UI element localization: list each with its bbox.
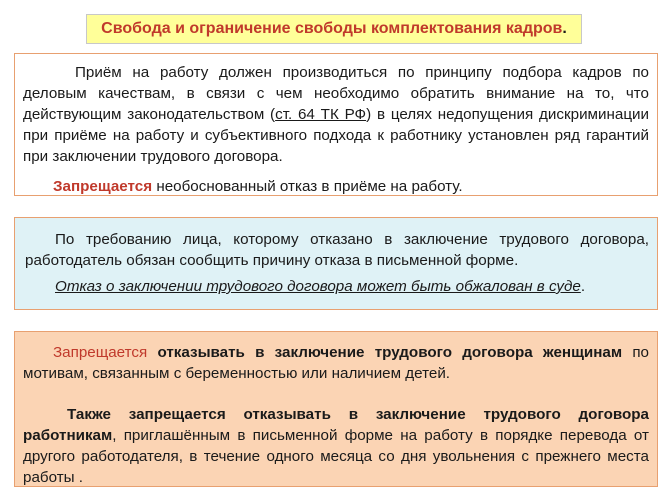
prohibitions-box bbox=[14, 331, 658, 487]
page-title bbox=[86, 14, 582, 44]
prohibited-label: Запрещается bbox=[53, 178, 153, 195]
refusal-reason-paragraph: По требованию лица, которому отказано в заключение трудового договора, работодатель обязан сообщить причину отказа в письменной форме. bbox=[25, 231, 649, 269]
hiring-principle-box bbox=[14, 53, 658, 196]
appeal-paragraph bbox=[25, 276, 649, 297]
women-protection-bold: отказывать в заключение трудового договора женщинам bbox=[147, 344, 623, 361]
women-protection-paragraph bbox=[23, 342, 649, 384]
hiring-principle-text-end: ) в целях недопущения дискриминации при приёме на работу и субъективного подхода к работнику установлен ряд гарантий при заключении трудового договора. bbox=[23, 106, 649, 165]
prohibited-label-women: Запрещается bbox=[53, 344, 148, 361]
hiring-principle-paragraph bbox=[23, 62, 649, 167]
women-protection-text: по мотивам, связанным с беременностью или наличием детей. bbox=[23, 344, 649, 382]
labor-code-article-link[interactable]: ст. 64 ТК РФ bbox=[275, 106, 367, 123]
spacer bbox=[23, 384, 649, 404]
transfer-protection-bold: Также запрещается отказывать в заключение трудового договора работникам bbox=[23, 406, 649, 444]
transfer-protection-text: , приглашённым в письменной форме на работу в порядке перевода от другого работодателя, в течение одного месяца со дня увольнения с прежнего места работы . bbox=[23, 427, 649, 486]
unjustified-refusal-paragraph bbox=[23, 176, 649, 197]
title-text: Свобода и ограничение свободы комплектования кадров bbox=[101, 20, 563, 37]
hiring-principle-text-start: Приём на работу должен производиться по принципу подбора кадров по деловым качествам, в связи с чем необходимо обратить внимание на то, что действующим законодательством ( bbox=[23, 64, 649, 123]
appeal-text: Отказ о заключении трудового договора может быть обжалован в суде bbox=[55, 278, 581, 295]
transfer-protection-paragraph bbox=[23, 404, 649, 488]
refusal-reason-box bbox=[14, 217, 658, 310]
spacer bbox=[23, 167, 649, 176]
unjustified-refusal-text: необоснованный отказ в приёме на работу. bbox=[152, 178, 463, 195]
title-dot: . bbox=[562, 20, 567, 37]
appeal-end: . bbox=[580, 278, 586, 295]
